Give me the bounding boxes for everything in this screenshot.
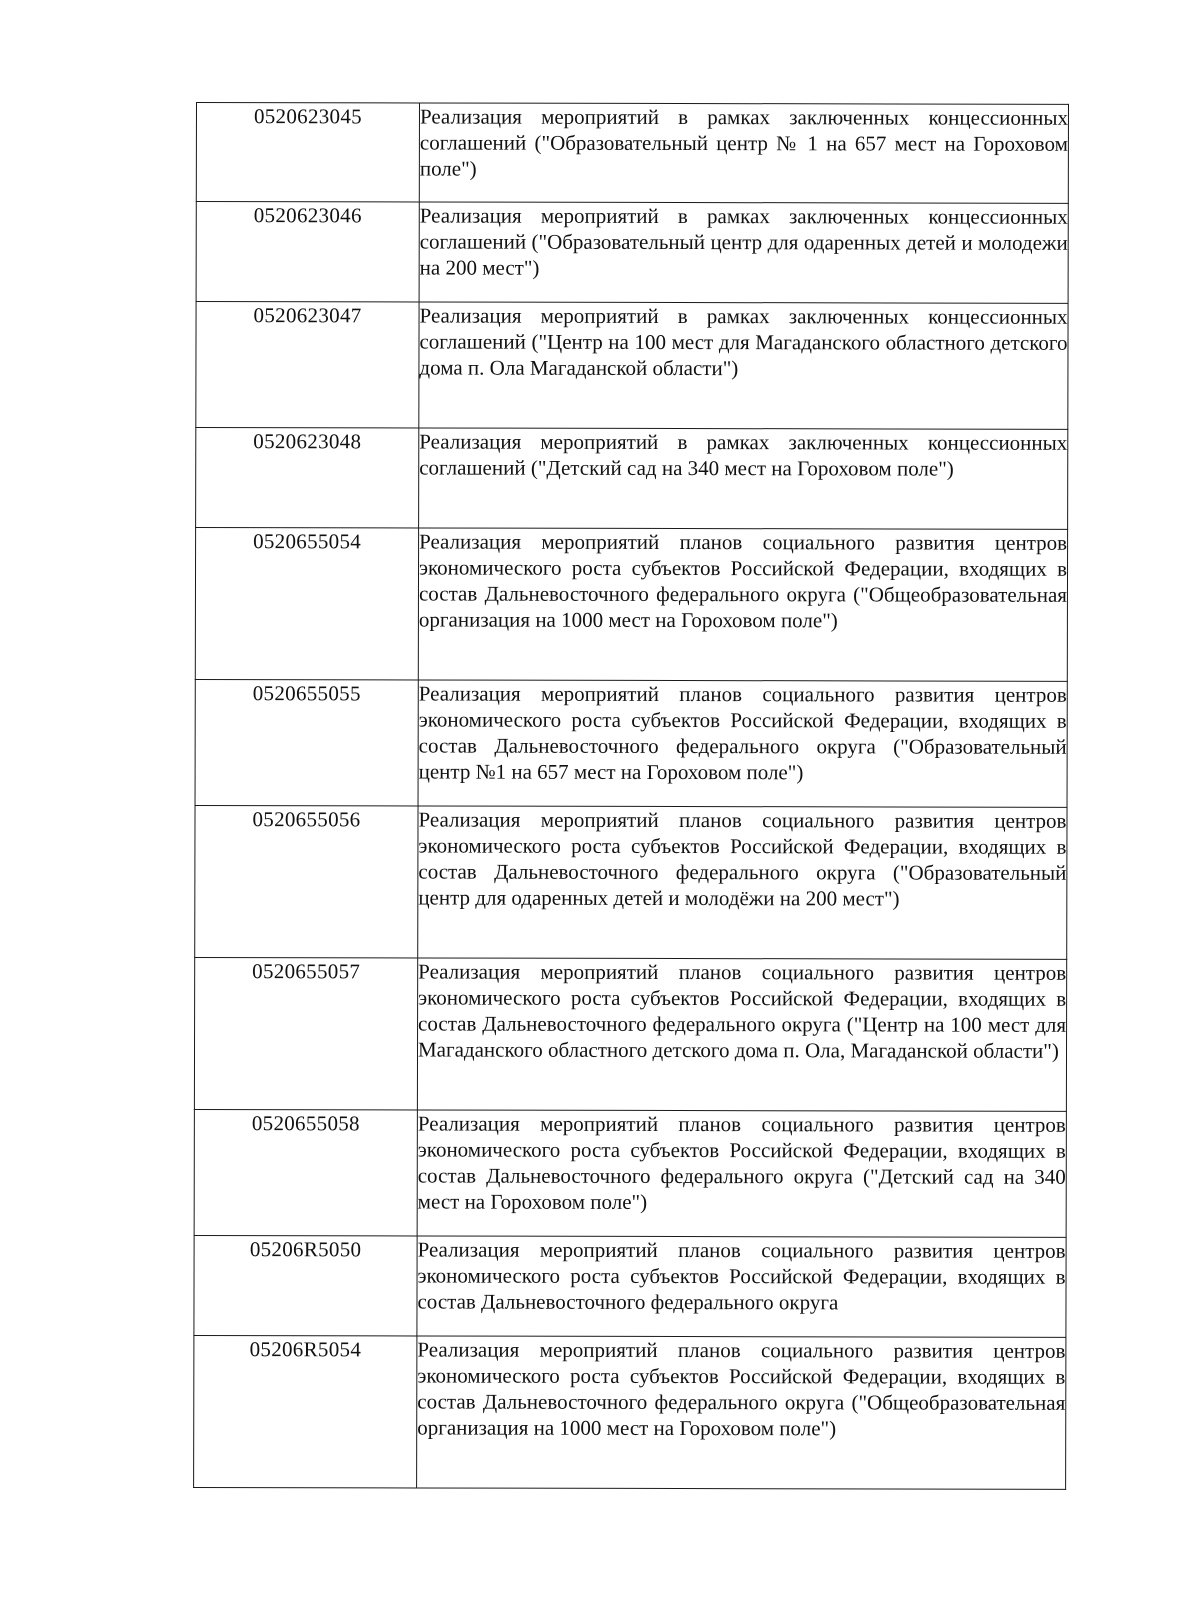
table-row (195, 528, 1067, 682)
code-cell (196, 428, 419, 528)
row-code: 0520655055 (252, 681, 361, 706)
row-description: Реализация мероприятий планов социального развития центров экономического роста субъектов Российской Федерации, входящих в состав Дальневосточного федерального округа ("Общеобразовательная организация на 1000 мест на Гороховом поле") (417, 1337, 1066, 1441)
description-cell (418, 528, 1067, 681)
description-cell (419, 428, 1068, 529)
row-code: 0520655058 (251, 1111, 360, 1136)
row-description: Реализация мероприятий планов социального развития центров экономического роста субъектов Российской Федерации, входящих в состав Дальневосточного федерального округа ("Общеобразовательная организация на 1000 мест на Гороховом поле") (418, 529, 1068, 633)
code-cell (195, 528, 418, 680)
row-description: Реализация мероприятий в рамках заключенных концессионных соглашений ("Детский сад на 340 мест на Гороховом поле") (419, 429, 1068, 481)
code-cell (195, 805, 418, 957)
description-cell (419, 202, 1068, 303)
description-cell (418, 806, 1067, 959)
description-cell (417, 1236, 1066, 1337)
row-code: 0520623046 (253, 203, 362, 228)
row-code: 0520623047 (253, 303, 362, 328)
row-code: 05206R5054 (249, 1337, 362, 1362)
code-cell (194, 1235, 417, 1335)
code-cell (194, 957, 417, 1109)
row-description: Реализация мероприятий в рамках заключенных концессионных соглашений ("Образовательный центр для одаренных детей и молодежи на 200 мест") (419, 203, 1068, 280)
description-cell (418, 680, 1067, 807)
table-row (194, 1235, 1066, 1337)
code-cell (194, 1109, 417, 1235)
code-cell (194, 1335, 417, 1487)
row-code: 0520655057 (252, 959, 361, 984)
row-description: Реализация мероприятий планов социального развития центров экономического роста субъектов Российской Федерации, входящих в состав Дальневосточного федерального округа ("Детский сад на 340 мест на Гороховом поле") (417, 1111, 1066, 1214)
row-description: Реализация мероприятий в рамках заключенных концессионных соглашений ("Образовательный центр № 1 на 657 мест на Гороховом поле") (419, 104, 1068, 181)
description-cell (417, 1110, 1066, 1237)
table-row (195, 805, 1067, 959)
table-row (194, 957, 1066, 1111)
table-row (196, 202, 1068, 304)
description-cell (419, 302, 1068, 429)
row-description: Реализация мероприятий планов социального развития центров экономического роста субъектов Российской Федерации, входящих в состав Дальневосточного федерального округа ("Центр на 100 мест для Магаданского областного детского дома п. Ола, Магаданской области") (417, 959, 1067, 1063)
row-description: Реализация мероприятий планов социального развития центров экономического роста субъектов Российской Федерации, входящих в состав Дальневосточного федерального округа ("Образовательный центр №1 на 657 мест на Гороховом поле") (418, 681, 1067, 785)
code-cell (196, 103, 419, 202)
budget-code-table (193, 102, 1069, 1490)
description-cell (417, 958, 1066, 1111)
table-row (194, 1109, 1066, 1237)
row-description: Реализация мероприятий планов социального развития центров экономического роста субъектов Российской Федерации, входящих в состав Дальневосточного федерального округа ("Образовательный центр для одаренных детей и молодёжи на 200 мест") (418, 807, 1067, 911)
table-row (194, 1335, 1066, 1489)
row-description: Реализация мероприятий планов социального развития центров экономического роста субъектов Российской Федерации, входящих в состав Дальневосточного федерального округа (417, 1237, 1066, 1315)
row-description: Реализация мероприятий в рамках заключенных концессионных соглашений ("Центр на 100 мест для Магаданского областного детского дома п. Ола Магаданской области") (419, 303, 1068, 381)
row-code: 05206R5050 (249, 1237, 362, 1262)
code-cell (196, 202, 419, 302)
description-cell (419, 103, 1068, 203)
table-row (196, 428, 1068, 530)
table-row (195, 679, 1067, 807)
table-row (196, 302, 1068, 430)
table-row (196, 103, 1068, 204)
row-code: 0520655056 (252, 807, 361, 832)
row-code: 0520623045 (253, 104, 362, 129)
row-code: 0520623048 (253, 429, 362, 454)
description-cell (417, 1336, 1066, 1489)
row-code: 0520655054 (253, 529, 362, 554)
code-cell (196, 302, 419, 428)
code-cell (195, 679, 418, 805)
